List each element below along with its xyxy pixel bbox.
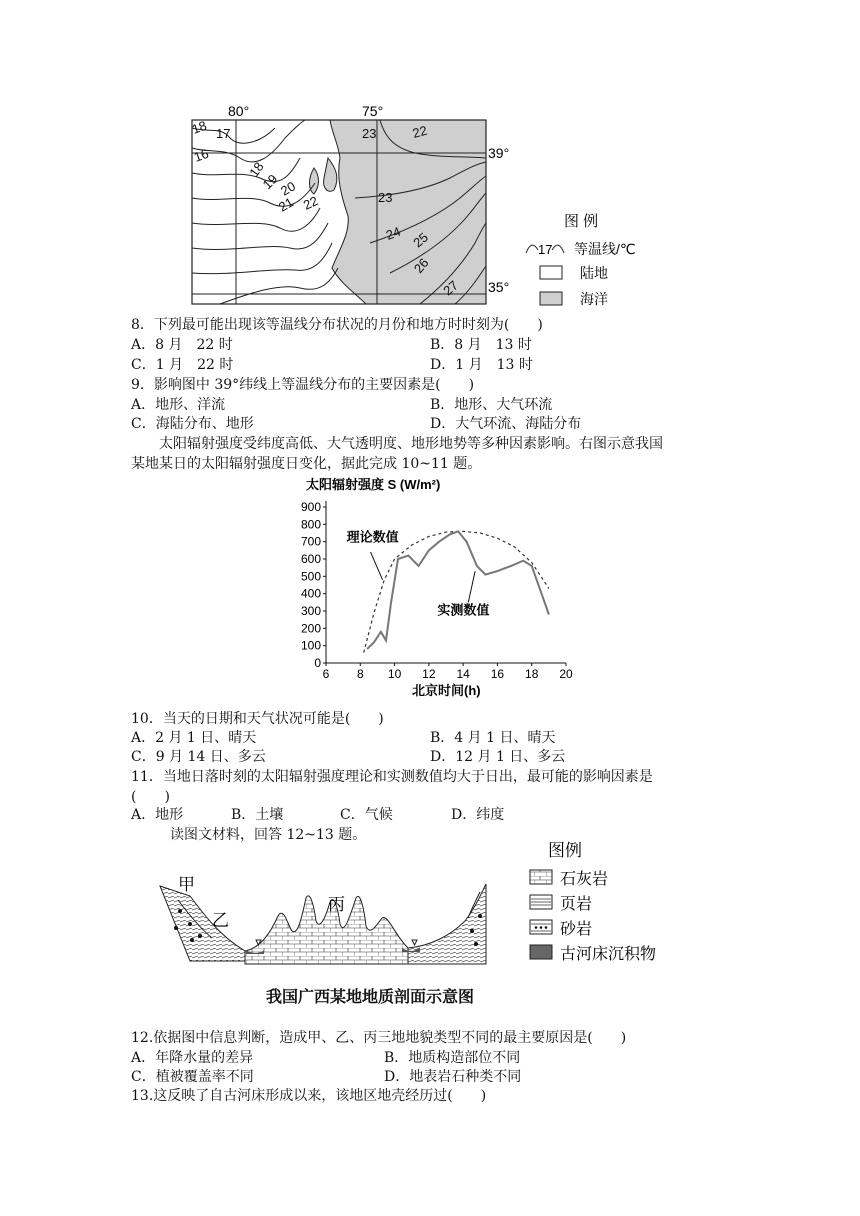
measured-value-line bbox=[367, 531, 549, 649]
x-tick-label: 14 bbox=[456, 667, 470, 681]
riverbed-swatch bbox=[530, 945, 552, 959]
map-legend-land: 陆地 bbox=[580, 265, 608, 281]
map-legend-title: 图 例 bbox=[564, 213, 599, 230]
q10-option-b: B．4 月 1 日、晴天 bbox=[430, 730, 556, 746]
y-tick-label: 400 bbox=[300, 586, 321, 601]
y-tick-label: 700 bbox=[300, 534, 321, 549]
x-tick-label: 10 bbox=[387, 667, 402, 681]
isotherm-label: 23 bbox=[362, 126, 377, 141]
limestone-swatch bbox=[530, 870, 552, 884]
isotherm-label: 21 bbox=[276, 194, 297, 215]
q11-option-c: C．气候 bbox=[340, 807, 393, 823]
profile-legend-title: 图例 bbox=[548, 841, 582, 860]
legend-sandstone: 砂岩 bbox=[560, 921, 593, 938]
x-tick-label: 6 bbox=[322, 667, 330, 681]
lon-label-80: 80° bbox=[228, 103, 250, 119]
q9-option-a: A．地形、洋流 bbox=[131, 397, 226, 413]
chart-xlabel: 北京时间(h) bbox=[412, 683, 481, 698]
q13-stem: 13.这反映了自古河床形成以来，该地区地壳经历过( ) bbox=[131, 1088, 487, 1104]
x-tick-label: 18 bbox=[525, 667, 539, 681]
isotherm-label: 16 bbox=[191, 145, 211, 165]
q9-option-d: D．大气环流、海陆分布 bbox=[430, 416, 582, 432]
q12-stem: 12.依据图中信息判断，造成甲、乙、丙三地地貌类型不同的最主要原因是( ) bbox=[131, 1030, 627, 1046]
intro-10-11-line1: 太阳辐射强度受纬度高低、大气透明度、地形地势等多种因素影响。右图示意我国 bbox=[159, 436, 663, 452]
label-jia: 甲 bbox=[178, 875, 195, 894]
q11-stem-bracket: ( ) bbox=[131, 789, 170, 805]
isotherm-map bbox=[180, 98, 660, 314]
q11-option-a: A．地形 bbox=[131, 807, 184, 823]
sea-legend-swatch bbox=[540, 292, 562, 305]
y-tick-label: 300 bbox=[300, 604, 321, 618]
y-tick-label: 500 bbox=[300, 569, 321, 584]
isotherm-label: 25 bbox=[410, 229, 432, 251]
theoretical-series-label: 理论数值 bbox=[346, 529, 399, 545]
q12-option-b: B．地质构造部位不同 bbox=[384, 1050, 521, 1066]
isotherm-label: 23 bbox=[378, 190, 393, 205]
sea-area bbox=[330, 120, 486, 304]
isotherm-label: 18 bbox=[246, 159, 267, 180]
q8-stem: 8．下列最可能出现该等温线分布状况的月份和地方时时刻为( ) bbox=[131, 317, 543, 333]
x-tick-label: 20 bbox=[559, 667, 573, 681]
measured-series-label: 实测数值 bbox=[437, 602, 490, 618]
lat-label-39: 39° bbox=[488, 145, 510, 161]
isotherm-label: 26 bbox=[410, 255, 432, 276]
x-tick-label: 16 bbox=[490, 667, 505, 681]
karst-hills bbox=[245, 896, 408, 964]
legend-limestone: 石灰岩 bbox=[560, 871, 609, 888]
left-slope bbox=[160, 886, 245, 961]
q8-option-d: D．1 月 13 时 bbox=[430, 357, 533, 373]
y-tick-label: 900 bbox=[300, 500, 321, 514]
q11-stem: 11．当地日落时刻的太阳辐射强度理论和实测数值均大于日出，最可能的影响因素是 bbox=[131, 769, 653, 785]
intro-12-13: 读图文材料，回答 12~13 题。 bbox=[170, 827, 367, 843]
q8-option-a: A．8 月 22 时 bbox=[131, 337, 233, 353]
q10-option-d: D．12 月 1 日、多云 bbox=[430, 749, 566, 765]
isotherm-map-figure bbox=[180, 98, 660, 314]
radiation-chart bbox=[290, 475, 590, 700]
theoretical-value-line bbox=[364, 531, 549, 652]
isotherm-label: 27 bbox=[440, 277, 462, 299]
isotherm-label: 22 bbox=[410, 122, 429, 141]
radiation-chart-svg bbox=[290, 475, 590, 700]
land-legend-swatch bbox=[540, 266, 562, 279]
q11-option-b: B．土壤 bbox=[231, 807, 284, 823]
q10-stem: 10．当天的日期和天气状况可能是( ) bbox=[131, 711, 384, 727]
q11-option-d: D．纬度 bbox=[451, 807, 505, 823]
label-bing: 丙 bbox=[328, 895, 345, 914]
y-tick-label: 100 bbox=[300, 638, 321, 653]
q12-option-d: D．地表岩石种类不同 bbox=[384, 1069, 522, 1085]
theoretical-label-arrow bbox=[371, 552, 383, 580]
isotherm-legend-icon bbox=[526, 245, 538, 253]
isotherm-label: 18 bbox=[189, 117, 209, 137]
label-yi: 乙 bbox=[212, 911, 229, 930]
lon-label-75: 75° bbox=[362, 103, 384, 119]
x-tick-label: 8 bbox=[356, 667, 364, 681]
q12-option-c: C．植被覆盖率不同 bbox=[131, 1069, 254, 1085]
map-legend-iso-desc: 等温线/℃ bbox=[574, 241, 636, 257]
isotherm-label: 24 bbox=[383, 223, 403, 243]
map-legend-iso-value: 17 bbox=[538, 242, 553, 257]
isotherm-label: 17 bbox=[216, 126, 231, 141]
isotherm-label: 19 bbox=[259, 171, 281, 193]
q8-option-b: B．8 月 13 时 bbox=[430, 337, 532, 353]
water-level-icon bbox=[412, 940, 417, 945]
y-tick-label: 200 bbox=[300, 621, 321, 636]
intro-10-11-line2: 某地某日的太阳辐射强度日变化，据此完成 10~11 题。 bbox=[131, 456, 482, 472]
x-tick-label: 12 bbox=[422, 667, 436, 681]
profile-caption: 我国广西某地地质剖面示意图 bbox=[266, 987, 475, 1006]
q12-option-a: A．年降水量的差异 bbox=[131, 1050, 254, 1066]
q9-option-b: B．地形、大气环流 bbox=[430, 397, 553, 413]
measured-label-arrow bbox=[468, 571, 475, 602]
q10-option-c: C．9 月 14 日、多云 bbox=[131, 749, 266, 765]
chart-title: 太阳辐射强度 S (W/m²) bbox=[306, 477, 441, 492]
q8-option-c: C．1 月 22 时 bbox=[131, 357, 234, 373]
y-tick-label: 0 bbox=[314, 656, 321, 670]
y-tick-label: 800 bbox=[300, 517, 321, 532]
legend-riverbed: 古河床沉积物 bbox=[560, 946, 657, 963]
q10-option-a: A．2 月 1 日、晴天 bbox=[131, 730, 257, 746]
q9-option-c: C．海陆分布、地形 bbox=[131, 416, 254, 432]
map-legend-sea: 海洋 bbox=[580, 291, 608, 307]
isotherm-label: 20 bbox=[278, 178, 299, 199]
isotherm-label: 22 bbox=[300, 193, 321, 213]
y-tick-label: 600 bbox=[300, 552, 321, 566]
q9-stem: 9．影响图中 39°纬线上等温线分布的主要因素是( ) bbox=[131, 377, 475, 393]
lat-label-35: 35° bbox=[488, 279, 510, 295]
legend-shale: 页岩 bbox=[560, 896, 593, 913]
